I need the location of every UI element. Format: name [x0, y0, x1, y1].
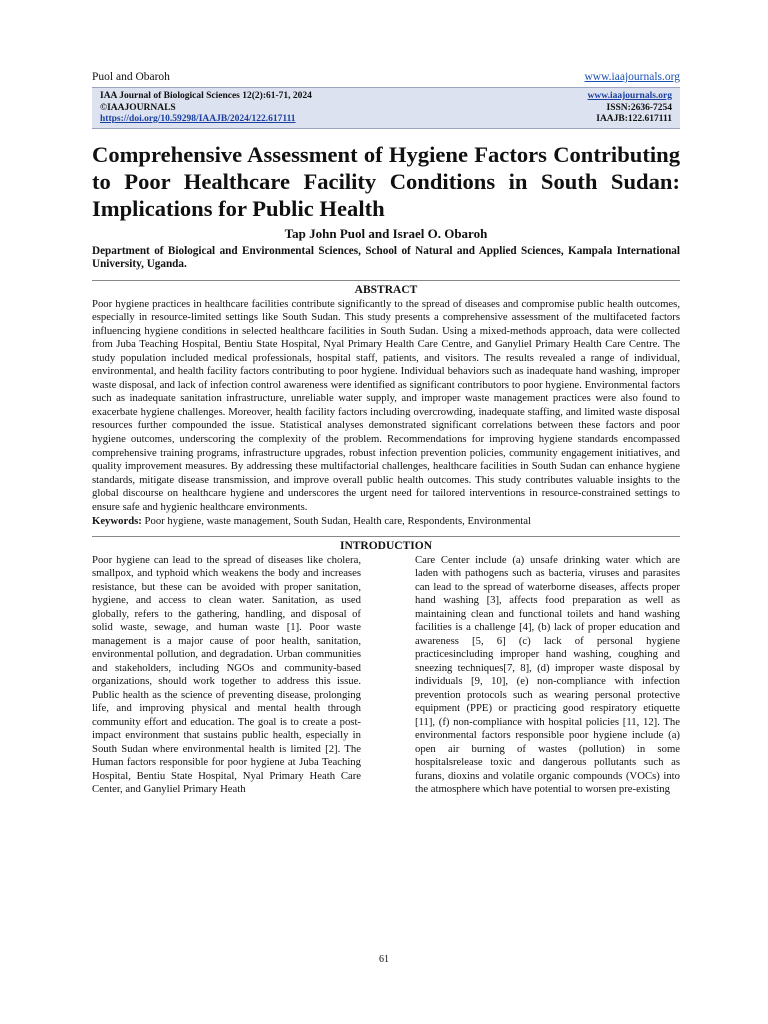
journal-website-link[interactable]: www.iaajournals.org [587, 91, 672, 101]
page-number: 61 [379, 954, 389, 965]
issn-label: ISSN:2636-7254 [606, 102, 672, 113]
author-list: Tap John Puol and Israel O. Obaroh [284, 225, 488, 241]
keywords-label: Keywords: [92, 515, 142, 528]
divider [92, 536, 680, 537]
two-column-body [92, 554, 680, 797]
running-header [92, 70, 680, 84]
keywords [92, 515, 680, 529]
journal-citation: IAA Journal of Biological Sciences 12(2):61-71, 2024 [100, 91, 312, 101]
abstract-heading: ABSTRACT [354, 283, 418, 296]
article-title: Comprehensive Assessment of Hygiene Factors Contributing to Poor Healthcare Facility Conditions in South Sudan: Implications for Public Health [92, 141, 680, 221]
body-column-right: Care Center include (a) unsafe drinking water which are laden with pathogens such as bacteria, viruses and parasites can lead to the spread of waterborne diseases, affects proper hand washing [3], affects food preparation as well as maintaining clean and functional toilets and hand washing facilities is a challenge [4], (b) lack of proper education and awareness [5, 6] (c) lack of personal hygiene practicesincluding improper hand washing, coughing and sneezing techniques[7, 8], (d) improper waste disposal by individuals [9, 10], (e) non-compliance with infection prevention protocols such as wearing personal protective equipment (PPE) or practicing good respiratory etiquette [11], (f) non-compliance with hospital policies [11, 12]. The environmental factors responsible poor hygiene include (a) open air burning of wastes (pollution) in some hospitalsrelease toxic and dangerous pollutants such as furans, dioxins and volatile organic compounds (VOCs) into the atmosphere which have potential to worsen pre-existing [415, 553, 680, 796]
article-page [92, 70, 680, 797]
running-header-website-link[interactable]: www.iaajournals.org [584, 71, 680, 83]
author-affiliation: Department of Biological and Environmental Sciences, School of Natural and Applied Sciences, Kampala International University, Uganda. [92, 244, 680, 270]
keywords-list: Poor hygiene, waste management, South Sudan, Health care, Respondents, Environmental [141, 515, 531, 528]
abstract-text: Poor hygiene practices in healthcare facilities contribute significantly to the spread of diseases and compromise public health outcomes, especially in resource-limited settings like South Sudan. This study presents a comprehensive assessment of the multifaceted factors influencing hygiene conditions in selected healthcare facilities in South Sudan. Using a mixed-methods approach, data were collected from Juba Teaching Hospital, Bentiu State Hospital, Nyal Primary Health Care Centre, and Ganyliel Primary Health Care Centre. The study population included medical professionals, hospital staff, patients, and visitors. The results revealed a range of individual, environmental, and health facility factors contributing to poor hygiene. Individual behaviors such as inadequate hand washing, improper waste disposal, and lack of infection control awareness were identified as significant contributors to poor hygiene. Environmental factors such as inadequate sanitation infrastructure, unreliable water supply, and improper waste management practices were also found to exacerbate hygiene challenges. Moreover, health facility factors including overcrowding, inadequate staffing, and limited waste disposal resources further compounded the issue. Statistical analyses demonstrated significant correlations between these factors and poor hygiene outcomes, underscoring the complexity of the problem. Recommendations for improving hygiene standards encompassed comprehensive training programs, infrastructure upgrades, robust infection prevention policies, community engagement initiatives, and quality improvement measures. By addressing these multifactorial challenges, healthcare facilities in South Sudan can enhance hygiene standards, mitigate disease transmission, and improve overall public health outcomes. This study contributes valuable insights to the global discourse on healthcare hygiene and underscores the urgent need for tailored interventions in resource-constrained settings to ensure safe and hygienic healthcare environments. [92, 297, 680, 513]
running-header-authors: Puol and Obaroh [92, 71, 170, 83]
body-column-left: Poor hygiene can lead to the spread of diseases like cholera, smallpox, and typhoid which weakens the body and increases resistance, but these can be avoided with proper sanitation, hygiene, and access to clean water. Sanitation, as used globally, refers to the gathering, handling, and disposal of solid waste, sewage, and human waste [1]. Poor waste management is a major cause of poor health, sanitation, environmental pollution, and degradation. Urban communities and stakeholders, including NGOs and community-based organizations, should work together to address this issue. Public health as the science of preventing disease, prolonging life, and improving physical and mental health through community effort and education. The goal is to create a post-impact environment that sustains public health, especially in South Sudan where environmental health is limited [2]. The Human factors responsible for poor hygiene at Juba Teaching Hospital, Bentiu State Hospital, Nyal Primary Heath Care Center, and Ganyliel Primary Heath [92, 553, 361, 796]
article-id: IAAJB:122.617111 [596, 114, 672, 124]
publisher-name: ©IAAJOURNALS [100, 102, 176, 113]
introduction-heading: INTRODUCTION [339, 539, 432, 552]
journal-banner [92, 87, 680, 129]
doi-link[interactable]: https://doi.org/10.59298/IAAJB/2024/122.617111 [100, 114, 296, 124]
divider [92, 280, 680, 281]
